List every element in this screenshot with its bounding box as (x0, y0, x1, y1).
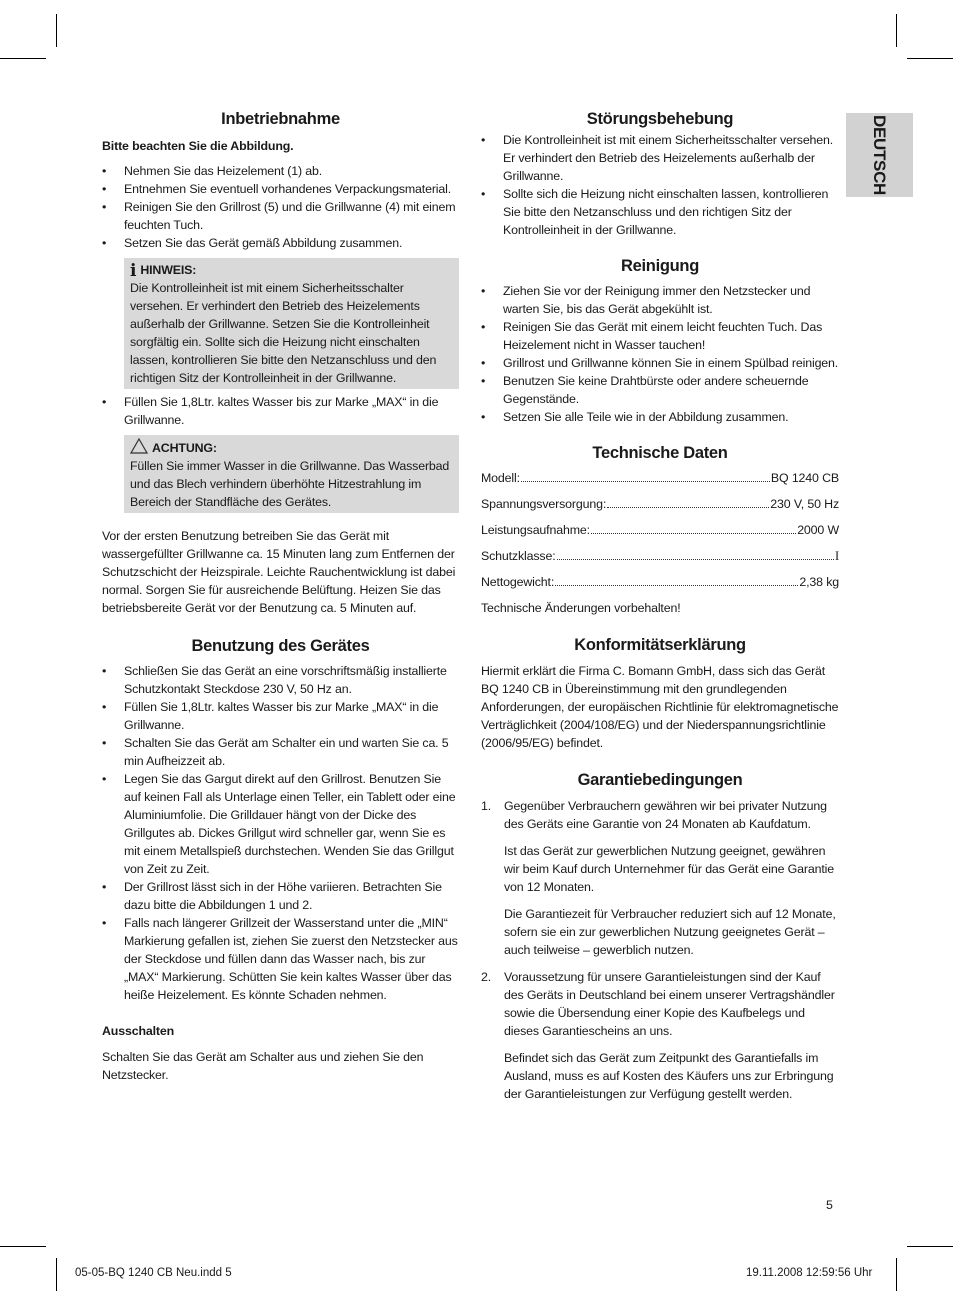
garantie-paragraph: Gegenüber Verbrauchern gewähren wir bei privater Nutzung des Geräts eine Garantie von 24 Monaten ab Kaufdatum. (504, 799, 827, 831)
spec-label: Nettogewicht: (481, 575, 555, 589)
achtung-title: ACHTUNG: (152, 441, 217, 455)
language-tab-label: DEUTSCH (870, 114, 890, 196)
spec-row (481, 547, 839, 565)
spec-label: Leistungsaufnahme: (481, 523, 590, 537)
dot-leader (555, 584, 798, 586)
achtung-box (124, 435, 459, 513)
list-item: • Legen Sie das Gargut direkt auf den Grillrost. Benutzen Sie auf keinen Fall als Unterlage einen Teller, ein Tablett oder eine Aluminiumfolie. Die Grilldauer hängt von der Dicke des Grillgutes ab. Dickes Grillgut wird schneller gar, wenn Sie es mit einem Metallspieß durchstechen. Wenden Sie das Grillgut von Zeit zu Zeit. (102, 770, 459, 878)
list-item: • Füllen Sie 1,8Ltr. kaltes Wasser bis zur Marke „MAX“ in die Grillwanne. (102, 698, 459, 734)
spec-table (481, 469, 839, 591)
crop-mark (56, 1258, 57, 1291)
benutzung-heading: Benutzung des Gerätes (191, 637, 370, 655)
garantie-list (481, 797, 839, 1103)
garantie-item (481, 797, 839, 959)
list-item: • Setzen Sie das Gerät gemäß Abbildung zusammen. (102, 234, 459, 252)
crop-mark (56, 14, 57, 47)
inbetriebnahme-subheading: Bitte beachten Sie die Abbildung. (102, 139, 294, 153)
technische-daten-heading: Technische Daten (592, 444, 728, 462)
ausschalten-heading: Ausschalten (102, 1024, 175, 1038)
benutzung-list (102, 662, 459, 1004)
list-item: • Die Kontrolleinheit ist mit einem Sicherheitsschalter versehen. Er verhindert den Betrieb des Heizelements außerhalb der Grillwanne. (481, 131, 839, 185)
dot-leader (607, 506, 769, 508)
dot-leader (557, 558, 835, 560)
spec-value: 2,38 kg (799, 575, 839, 589)
crop-mark (896, 14, 897, 47)
technische-hinweis: Technische Änderungen vorbehalten! (481, 601, 681, 615)
reinigung-list (481, 282, 839, 426)
hinweis-box (124, 258, 459, 389)
konformitaet-text: Hiermit erklärt die Firma C. Bomann GmbH, dass sich das Gerät BQ 1240 CB in Übereinstimmung mit den grundlegenden Anforderungen, der europäischen Richtlinie für elektromagnetische Verträglichkeit (2004/108/EG) und der Niederspannungsrichtlinie (2006/95/EG) befindet. (481, 664, 839, 750)
list-item: • Grillrost und Grillwanne können Sie in einem Spülbad reinigen. (481, 354, 839, 372)
achtung-text: Füllen Sie immer Wasser in die Grillwanne. Das Wasserbad und das Blech verhindern überhöhte Hitzestrahlung im Bereich der Standfläche des Gerätes. (130, 459, 450, 509)
reinigung-heading: Reinigung (621, 257, 699, 275)
list-item: • Sollte sich die Heizung nicht einschalten lassen, kontrollieren Sie bitte den Netzanschluss und den richtigen Sitz der Kontrolleinheit in der Grillwanne. (481, 185, 839, 239)
list-item: • Schließen Sie das Gerät an eine vorschriftsmäßig installierte Schutzkontakt Steckdose 230 V, 50 Hz an. (102, 662, 459, 698)
crop-mark (0, 58, 46, 59)
crop-mark (896, 1258, 897, 1291)
ausschalten-text: Schalten Sie das Gerät am Schalter aus und ziehen Sie den Netzstecker. (102, 1050, 424, 1082)
hinweis-text: Die Kontrolleinheit ist mit einem Sicherheitsschalter versehen. Er verhindert den Betrieb des Heizelements außerhalb der Grillwanne. Setzen Sie die Kontrolleinheit sorgfältig ein. Sollte sich die Heizung nicht einschalten lassen, kontrollieren Sie bitte den Netzanschluss und den richtigen Sitz der Kontrolleinheit in der Grillwanne. (130, 281, 437, 385)
spec-value: 230 V, 50 Hz (770, 497, 839, 511)
hinweis-title: HINWEIS: (140, 263, 197, 277)
item-number: 2. (481, 970, 492, 984)
dot-leader (521, 480, 770, 482)
list-item: • Setzen Sie alle Teile wie in der Abbildung zusammen. (481, 408, 839, 426)
stoerungsbehebung-heading: Störungsbehebung (586, 110, 734, 128)
list-item: • Schalten Sie das Gerät am Schalter ein und warten Sie ca. 5 min Aufheizzeit ab. (102, 734, 459, 770)
list-item: • Ziehen Sie vor der Reinigung immer den Netzstecker und warten Sie, bis das Gerät abgekühlt ist. (481, 282, 839, 318)
garantie-heading: Garantiebedingungen (577, 771, 743, 789)
spec-row (481, 469, 839, 487)
list-item: • Der Grillrost lässt sich in der Höhe variieren. Betrachten Sie dazu bitte die Abbildungen 1 und 2. (102, 878, 459, 914)
footer-filename: 05-05-BQ 1240 CB Neu.indd 5 (75, 1267, 232, 1279)
list-item: • Reinigen Sie das Gerät mit einem leicht feuchten Tuch. Das Heizelement nicht in Wasser tauchen! (481, 318, 839, 354)
inbetriebnahme-heading: Inbetriebnahme (221, 110, 340, 128)
garantie-paragraph: Befindet sich das Gerät zum Zeitpunkt des Garantiefalls im Ausland, muss es auf Kosten des Käufers uns zur Erbringung der Garantieleistungen zur Verfügung gestellt werden. (504, 1051, 834, 1101)
spec-value: 2000 W (797, 523, 839, 537)
garantie-paragraph: Die Garantiezeit für Verbraucher reduziert sich auf 12 Monate, sofern sie ein zur gewerblichen Nutzung geeignetes Gerät – auch teilweise – gewerblich nutzen. (504, 907, 836, 957)
spec-row (481, 573, 839, 591)
spec-value: I (835, 549, 839, 563)
list-item: • Falls nach längerer Grillzeit der Wasserstand unter die „MIN“ Markierung gefallen ist, ziehen Sie zuerst den Netzstecker aus der Steckdose und füllen dann das Wasser nach, bis zur „MAX“ Markierung. Schütten Sie kein kaltes Wasser über das heiße Heizelement. Es könnte Schaden nehmen. (102, 914, 459, 1004)
list-item: • Nehmen Sie das Heizelement (1) ab. (102, 162, 459, 180)
first-use-paragraph: Vor der ersten Benutzung betreiben Sie das Gerät mit wassergefüllter Grillwanne ca. 15 Minuten lang zum Entfernen der Schutzschicht der Heizspirale. Leichte Rauchentwicklung ist dabei normal. Sorgen Sie für ausreichende Belüftung. Heizen Sie das betriebsbereite Gerät vor der Benutzung ca. 5 Minuten auf. (102, 529, 456, 615)
right-column (481, 108, 839, 1103)
crop-mark (0, 1246, 46, 1247)
spec-label: Spannungsversorgung: (481, 497, 607, 511)
spec-label: Schutzklasse: (481, 549, 556, 563)
konformitaet-heading: Konformitätserklärung (574, 636, 746, 654)
spec-row (481, 495, 839, 513)
item-number: 1. (481, 799, 492, 813)
garantie-item (481, 968, 839, 1103)
spec-label: Modell: (481, 471, 520, 485)
warning-icon (130, 438, 148, 457)
list-item: • Reinigen Sie den Grillrost (5) und die Grillwanne (4) mit einem feuchten Tuch. (102, 198, 459, 234)
footer-timestamp: 19.11.2008 12:59:56 Uhr (746, 1267, 873, 1279)
fill-list (102, 393, 459, 429)
achtung-header (130, 438, 454, 457)
list-item: • Benutzen Sie keine Drahtbürste oder andere scheuernde Gegenstände. (481, 372, 839, 408)
spec-row (481, 521, 839, 539)
crop-mark (907, 1246, 953, 1247)
stoerungsbehebung-list (481, 131, 839, 239)
dot-leader (591, 532, 796, 534)
inbetriebnahme-list (102, 162, 459, 252)
page-number: 5 (826, 1198, 833, 1212)
language-tab (846, 113, 913, 197)
info-icon: i (130, 261, 137, 281)
garantie-paragraph: Ist das Gerät zur gewerblichen Nutzung geeignet, gewähren wir beim Kauf durch Unternehmer für das Gerät eine Garantie von 12 Monaten. (504, 844, 834, 894)
hinweis-header (130, 261, 454, 279)
spec-value: BQ 1240 CB (770, 471, 839, 485)
left-column (102, 108, 459, 1084)
list-item: • Füllen Sie 1,8Ltr. kaltes Wasser bis zur Marke „MAX“ in die Grillwanne. (102, 393, 459, 429)
garantie-paragraph: Voraussetzung für unsere Garantieleistungen sind der Kauf des Geräts in Deutschland bei einem unserer Vertragshändler sowie die Übersendung einer Kopie des Kaufbelegs und dieses Garantiescheins an uns. (504, 970, 835, 1038)
crop-mark (907, 58, 953, 59)
list-item: • Entnehmen Sie eventuell vorhandenes Verpackungsmaterial. (102, 180, 459, 198)
